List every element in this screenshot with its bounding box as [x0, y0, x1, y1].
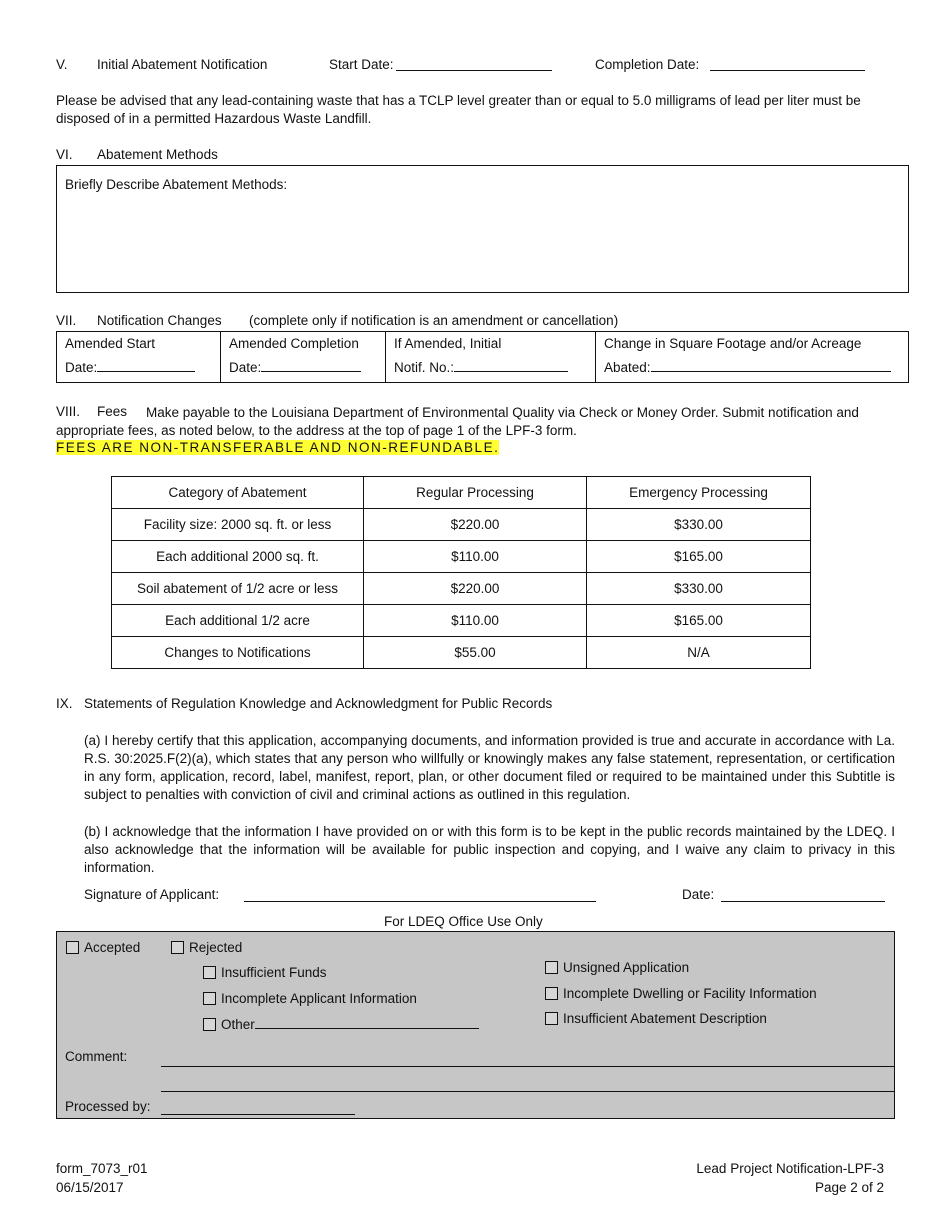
- amended-start-date-row: [65, 356, 212, 380]
- start-date-label: Start Date:: [329, 57, 394, 72]
- fees-header-regular: Regular Processing: [364, 477, 587, 509]
- accepted-label: Accepted: [84, 940, 141, 955]
- waste-notice: Please be advised that any lead-containing waste that has a TCLP level greater than or equal to 5.0 milligrams of lead per liter must be disposed of in a permitted Hazardous Waste Landfill.: [56, 93, 861, 126]
- signature-date-field[interactable]: [721, 901, 885, 902]
- form-date: 06/15/2017: [56, 1180, 124, 1195]
- other-field[interactable]: [255, 1016, 479, 1029]
- table-row: [112, 541, 811, 573]
- insufficient-description-option[interactable]: [545, 1011, 767, 1026]
- completion-date-field[interactable]: [710, 70, 865, 71]
- incomplete-applicant-label: Incomplete Applicant Information: [221, 991, 417, 1006]
- amended-start-date-cell[interactable]: [57, 332, 221, 383]
- amended-completion-date-label: Date:: [229, 360, 262, 375]
- fee-category: Each additional 2000 sq. ft.: [112, 541, 364, 573]
- signature-label: Signature of Applicant:: [84, 887, 220, 902]
- other-checkbox[interactable]: [203, 1018, 216, 1031]
- table-row: [112, 605, 811, 637]
- abatement-methods-box[interactable]: [56, 165, 909, 293]
- section-v-title: Initial Abatement Notification: [97, 57, 268, 72]
- fee-category: Facility size: 2000 sq. ft. or less: [112, 509, 364, 541]
- unsigned-application-checkbox[interactable]: [545, 961, 558, 974]
- insufficient-description-checkbox[interactable]: [545, 1012, 558, 1025]
- section-vii-note: (complete only if notification is an amendment or cancellation): [249, 313, 619, 328]
- section-vi-title: Abatement Methods: [97, 147, 218, 162]
- insufficient-funds-label: Insufficient Funds: [221, 965, 327, 980]
- fees-header-emergency: Emergency Processing: [587, 477, 811, 509]
- comment-line-1[interactable]: [161, 1066, 894, 1067]
- comment-label: Comment:: [65, 1049, 128, 1064]
- completion-date-label: Completion Date:: [595, 57, 700, 72]
- office-use-box: [56, 931, 895, 1119]
- amended-completion-date-field[interactable]: [261, 359, 361, 372]
- processed-by-label: Processed by:: [65, 1099, 151, 1114]
- amended-start-date-label: Date:: [65, 360, 98, 375]
- initial-notif-label: If Amended, Initial: [394, 336, 502, 351]
- statement-b: (b) I acknowledge that the information I have provided on or with this form is to be kept in the public records maintained by the LDEQ. I also acknowledge that the information will be available for public inspection and copying, and I waive any claim to privacy in this information.: [84, 824, 895, 875]
- fee-regular: $55.00: [364, 637, 587, 669]
- amended-start-label: Amended Start: [65, 336, 156, 351]
- fee-emergency: $165.00: [587, 605, 811, 637]
- insufficient-funds-option[interactable]: [203, 965, 327, 980]
- unsigned-application-option[interactable]: [545, 960, 689, 975]
- accepted-option[interactable]: [66, 940, 140, 955]
- rejected-checkbox[interactable]: [171, 941, 184, 954]
- fee-emergency: $330.00: [587, 573, 811, 605]
- fee-emergency: N/A: [587, 637, 811, 669]
- section-ix-title: Statements of Regulation Knowledge and Acknowledgment for Public Records: [84, 696, 553, 711]
- fee-regular: $220.00: [364, 509, 587, 541]
- accepted-checkbox[interactable]: [66, 941, 79, 954]
- initial-notif-row: [394, 356, 587, 380]
- section-viii-number: VIII.: [56, 404, 81, 419]
- section-vii-title: Notification Changes: [97, 313, 222, 328]
- rejected-label: Rejected: [189, 940, 243, 955]
- processed-by-field[interactable]: [161, 1114, 355, 1115]
- fees-header-category: Category of Abatement: [112, 477, 364, 509]
- insufficient-funds-checkbox[interactable]: [203, 966, 216, 979]
- amended-start-date-field[interactable]: [97, 359, 195, 372]
- fee-category: Soil abatement of 1/2 acre or less: [112, 573, 364, 605]
- table-row: [112, 573, 811, 605]
- office-use-title: For LDEQ Office Use Only: [384, 914, 543, 929]
- unsigned-application-label: Unsigned Application: [563, 960, 690, 975]
- other-option[interactable]: [203, 1016, 479, 1032]
- square-footage-label: Change in Square Footage and/or Acreage: [604, 336, 862, 351]
- fees-warning: FEES ARE NON-TRANSFERABLE AND NON-REFUNDABLE.: [56, 440, 500, 455]
- form-id: form_7073_r01: [56, 1161, 148, 1176]
- square-footage-cell[interactable]: [596, 332, 909, 383]
- notification-changes-table: [56, 331, 909, 383]
- other-label: Other: [221, 1017, 255, 1032]
- amended-completion-label: Amended Completion: [229, 336, 359, 351]
- fees-table: [111, 476, 811, 669]
- table-row: [112, 637, 811, 669]
- rejected-option[interactable]: [171, 940, 242, 955]
- incomplete-applicant-option[interactable]: [203, 991, 417, 1006]
- insufficient-description-label: Insufficient Abatement Description: [563, 1011, 767, 1026]
- abated-field[interactable]: [651, 359, 891, 372]
- section-ix-number: IX.: [56, 696, 73, 711]
- fee-regular: $110.00: [364, 541, 587, 573]
- incomplete-dwelling-checkbox[interactable]: [545, 987, 558, 1000]
- incomplete-dwelling-option[interactable]: [545, 986, 817, 1001]
- initial-notif-cell[interactable]: [386, 332, 596, 383]
- start-date-field[interactable]: [396, 70, 552, 71]
- section-viii-title: Fees: [97, 404, 128, 419]
- comment-line-2[interactable]: [161, 1091, 894, 1092]
- amended-completion-date-row: [229, 356, 377, 380]
- fees-header-row: [112, 477, 811, 509]
- incomplete-dwelling-label: Incomplete Dwelling or Facility Information: [563, 986, 817, 1001]
- table-row: [112, 509, 811, 541]
- signature-field[interactable]: [244, 901, 596, 902]
- abatement-methods-label: Briefly Describe Abatement Methods:: [65, 177, 288, 192]
- initial-notif-number-label: Notif. No.:: [394, 360, 455, 375]
- fee-regular: $110.00: [364, 605, 587, 637]
- fee-category: Changes to Notifications: [112, 637, 364, 669]
- fee-category: Each additional 1/2 acre: [112, 605, 364, 637]
- section-vi-number: VI.: [56, 147, 73, 162]
- fees-instructions: Make payable to the Louisiana Department of Environmental Quality via Check or Money Order. Submit notification and appropriate fees, as noted below, to the address at the top of page 1 of the LPF-3 form.: [56, 405, 859, 438]
- initial-notif-number-field[interactable]: [454, 359, 568, 372]
- fee-emergency: $330.00: [587, 509, 811, 541]
- fee-regular: $220.00: [364, 573, 587, 605]
- form-title: Lead Project Notification-LPF-3: [696, 1161, 884, 1176]
- square-footage-row: [604, 356, 900, 380]
- signature-date-label: Date:: [682, 887, 715, 902]
- statement-a: (a) I hereby certify that this application, accompanying documents, and information provided is true and accurate in accordance with La. R.S. 30:2025.F(2)(a), which states that any person who willfully or knowingly makes any false statement, representation, or certification in any form, application, record, label, manifest, report, plan, or other document filed or required to be maintained under this Subtitle is subject to penalties with conviction of civil and criminal actions as outlined in this regulation.: [84, 733, 895, 802]
- section-v-number: V.: [56, 57, 68, 72]
- amended-completion-date-cell[interactable]: [221, 332, 386, 383]
- incomplete-applicant-checkbox[interactable]: [203, 992, 216, 1005]
- section-vii-number: VII.: [56, 313, 77, 328]
- abated-label: Abated:: [604, 360, 651, 375]
- page-number: Page 2 of 2: [814, 1180, 884, 1195]
- fee-emergency: $165.00: [587, 541, 811, 573]
